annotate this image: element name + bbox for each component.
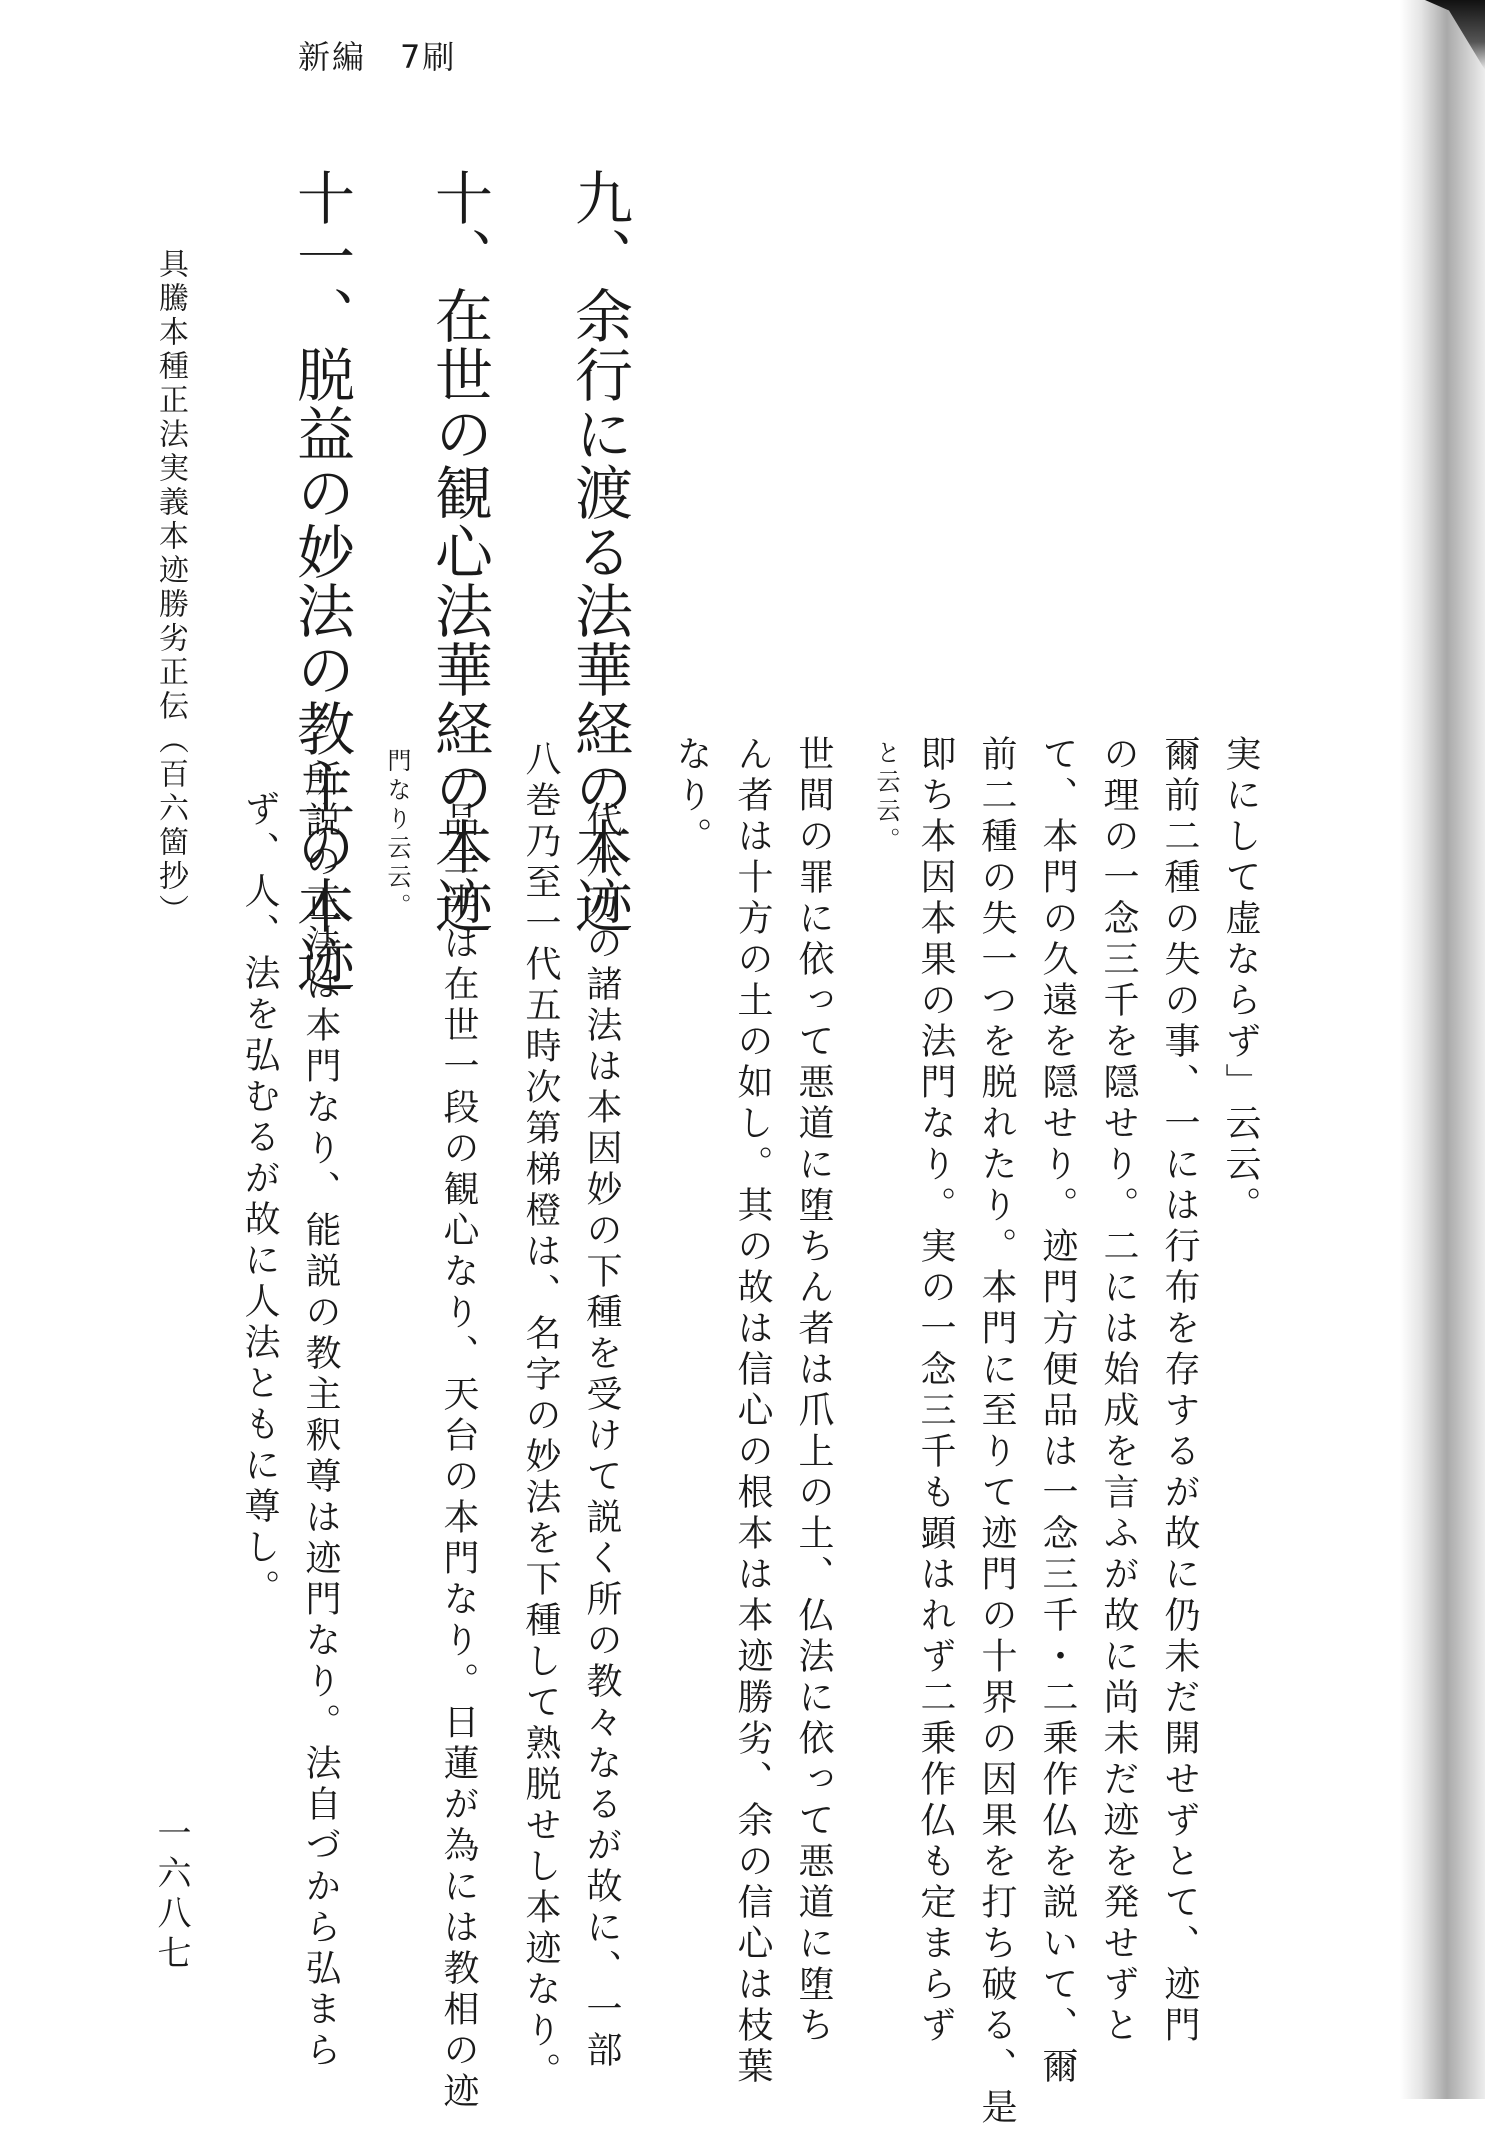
body-line-1: 実にして虚ならず」云云。 xyxy=(1220,735,1261,1227)
section-10-heading: 十、在世の観心法華経の本迹 xyxy=(425,168,493,935)
body-line-4: て、本門の久遠を隠せり。迹門方便品は一念三千・二乗作仏を説いて、爾 xyxy=(1037,735,1078,2088)
section-10-line-2: 門なり云云。 xyxy=(383,748,411,922)
body-line-5: 前二種の失一つを脱れたり。本門に至りて迹門の十界の因果を打ち破る、是 xyxy=(976,735,1017,2129)
section-9-line-2: 八巻乃至一代五時次第梯橙は、名字の妙法を下種して熟脱せし本迹なり。 xyxy=(520,740,561,2093)
section-9-heading: 九、余行に渡る法華経の本迹 xyxy=(565,168,633,935)
edition-header: 新編 7刷 xyxy=(298,38,457,76)
body-line-3: の理の一念三千を隠せり。二には始成を言ふが故に尚未だ迹を発せずと xyxy=(1098,735,1139,2047)
section-11-line-1: 所説の正法は本門なり、能説の教主釈尊は迹門なり。法自づから弘まら xyxy=(300,760,341,2072)
page-edge-shadow xyxy=(1400,0,1485,2099)
body-line-9: ん者は十方の土の如し。其の故は信心の根本は本迹勝劣、余の信心は枝葉 xyxy=(732,735,773,2088)
page-number: 一六八七 xyxy=(151,1815,191,1975)
body-line-2: 爾前二種の失の事、一には行布を存するが故に仍未だ開せずとて、迹門 xyxy=(1159,735,1200,2047)
body-line-7: と云云。 xyxy=(872,740,900,856)
section-9-line-1: 一代八万の諸法は本因妙の下種を受けて説く所の教々なるが故に、一部 xyxy=(581,760,622,2072)
section-11-line-2: ず、人、法を弘むるが故に人法ともに尊し。 xyxy=(239,790,280,1610)
section-11-heading: 十一、脱益の妙法の教主の本迹 xyxy=(287,168,355,994)
book-title-footer: 具騰本種正法実義本迹勝劣正伝（百六箇抄） xyxy=(153,248,188,928)
body-line-8: 世間の罪に依って悪道に堕ちん者は爪上の土、仏法に依って悪道に堕ち xyxy=(793,735,834,2047)
body-line-6: 即ち本因本果の法門なり。実の一念三千も顕はれず二乗作仏も定まらず xyxy=(915,735,956,2047)
section-10-line-1: 一品二半は在世一段の観心なり、天台の本門なり。日蓮が為には教相の迹 xyxy=(438,760,479,2113)
body-line-10: なり。 xyxy=(671,735,712,858)
